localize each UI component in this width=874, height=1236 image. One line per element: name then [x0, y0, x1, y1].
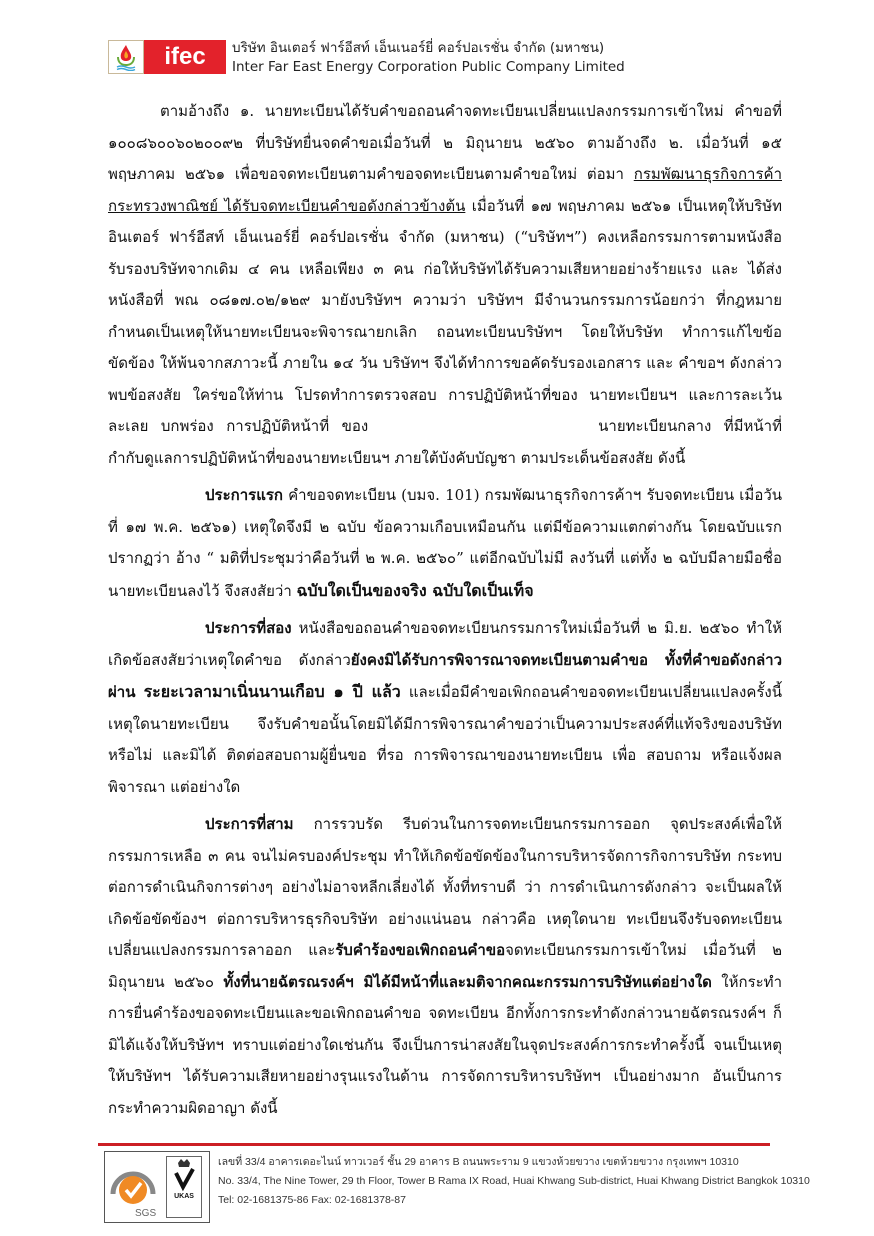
- bold-text: ยังคงมิได้รับการพิจารณาจดทะเบียนตามคำขอ ทั้งที่คำขอดังกล่าวผ่าน: [108, 650, 782, 701]
- paragraph-reference: [108, 96, 782, 474]
- text: และเมื่อมีคำขอเพิกถอนคำขอจดทะเบียนเปลี่ยนแปลงครั้งนี้ เหตุใดนายทะเบียน จึงรับคำขอนั้นโดยมิได้มีการพิจารณาคำขอว่าเป็นความประสงค์ที่แท้จริงของบริษัทหรือไม่ และมิได้ ติดต่อสอบถามผู้ยื่นขอ ที่รอ การพิจารณาของนายทะเบียน เพื่อ สอบถาม หรือแจ้งผลพิจารณา แต่อย่างใด: [108, 683, 782, 796]
- third-issue-heading: ประการที่สาม: [205, 815, 294, 833]
- bold-text: รับคำร้องขอเพิกถอนคำขอ: [335, 941, 506, 959]
- paragraph-second-issue: [108, 613, 782, 803]
- text: คำขอจดทะเบียน (บมจ. 101) กรมพัฒนาธุรกิจการค้าฯ รับจดทะเบียน เมื่อวันที่ ๑๗ พ.ค. ๒๕๖๑) เหตุใดจึงมี ๒ ฉบับ ข้อความเกือบเหมือนกัน แต่มีข้อความแตกต่างกัน โดยฉบับแรก ปรากฏว่า อ้าง “ มติที่ประชุมว่าคือวันที่ ๒ พ.ค. ๒๕๖๐” แต่อีกฉบับไม่มี ลงวันที่ แต่ทั้ง ๒ ฉบับมีลายมือชื่อนายทะเบียนลงไว้ จึงสงสัยว่า: [108, 486, 782, 600]
- bold-text: ระยะเวลามาเนิ่นนานเกือบ ๑ ปี แล้ว: [143, 682, 401, 701]
- first-issue-heading: ประการแรก: [205, 486, 284, 504]
- footer-contact: [218, 1153, 810, 1210]
- address-th: เลขที่ 33/4 อาคารเดอะไนน์ ทาวเวอร์ ชั้น 29 อาคาร B ถนนพระราม 9 แขวงห้วยขวาง เขตห้วยขวาง กรุงเทพฯ 10310: [218, 1156, 739, 1168]
- certification-logos: [104, 1151, 210, 1223]
- text: เมื่อวันที่ ๑๗ พฤษภาคม ๒๕๖๑ เป็นเหตุให้บริษัท อินเตอร์ ฟาร์อีสท์ เอ็นเนอร์ยี่ คอร์ปอเรชั่น จำกัด (มหาชน) (“บริษัทฯ”) คงเหลือกรรมการตามหนังสือรับรองบริษัทจากเดิม ๔ คน เหลือเพียง ๓ คน ก่อให้บริษัทได้รับความเสียหายอย่างร้ายแรง และ ได้ส่งหนังสือที่ พณ ๐๘๑๗.๐๒/๑๒๙ มายังบริษัทฯ ความว่า บริษัทฯ มีจำนวนกรรมการน้อยกว่า ที่กฎหมายกำหนดเป็นเหตุให้นายทะเบียนจะพิจารณายกเลิก ถอนทะเบียนบริษัทฯ โดยให้บริษัท ทำการแก้ไขข้อขัดข้อง ให้พ้นจากสภาวะนี้ ภายใน ๑๔ วัน บริษัทฯ จึงได้ทำการขอคัดรับรองเอกสาร และ คำขอฯ ดังกล่าว พบข้อสงสัย ใคร่ขอให้ท่าน โปรดทำการตรวจสอบ การปฏิบัติหน้าที่ของ นายทะเบียนฯ และการละเว้นละเลย บกพร่อง การปฏิบัติหน้าที่ ของ: [108, 196, 783, 435]
- sgs-iso-icon: [105, 1152, 160, 1222]
- second-issue-heading: ประการที่สอง: [205, 619, 292, 637]
- ukas-icon: [166, 1156, 202, 1218]
- text: จดทะเบียนกรรมการเข้าใหม่ เมื่อวันที่ ๒ มิถุนายน ๒๕๖๐: [108, 941, 782, 991]
- letterhead: [108, 36, 668, 80]
- paragraph-third-issue: [108, 809, 782, 1124]
- ukas-label: UKAS: [174, 1193, 194, 1200]
- company-name-en: Inter Far East Energy Corporation Public Company Limited: [232, 59, 625, 75]
- address-en: No. 33/4, The Nine Tower, 29 th Floor, Tower B Rama IX Road, Huai Khwang Sub-district, Huai Khwang District Bangkok 10310: [218, 1175, 810, 1187]
- company-name-th: บริษัท อินเตอร์ ฟาร์อีสท์ เอ็นเนอร์ยี่ คอร์ปอเรชั่น จำกัด (มหาชน): [232, 40, 605, 56]
- company-name: [232, 39, 625, 77]
- text: ตามอ้างถึง ๑. นายทะเบียนได้รับคำขอถอนคำจดทะเบียนเปลี่ยนแปลงกรรมการเข้าใหม่ คำขอที่ ๑๐๐๘๖๐๐๖๐๒๐๐๙๒ ที่บริษัทยื่นจดคำขอเมื่อวันที่ ๒ มิถุนายน ๒๕๖๐ ตามอ้างถึง ๒. เมื่อวันที่ ๑๕ พฤษภาคม ๒๕๖๑ เพื่อขอจดทะเบียนตามคำขอจดทะเบียนตามคำขอใหม่ ต่อมา: [108, 102, 782, 183]
- text: หนังสือขอถอนคำขอจดทะเบียนกรรมการใหม่เมื่อวันที่ ๒ มิ.ย. ๒๕๖๐ ทำให้เกิดข้อสงสัยว่าเหตุใดคำขอ ดังกล่าว: [108, 619, 782, 669]
- logo-wordmark: ifec: [144, 40, 226, 74]
- bold-text: ฉบับใดเป็นของจริง ฉบับใดเป็นเท็จ: [296, 580, 534, 600]
- text: ให้กระทำการยื่นคำร้องขอจดทะเบียนและขอเพิกถอนคำขอ จดทะเบียน อีกทั้งการกระทำดังกล่าวนายฉัตรณรงค์ฯ ก็มิได้แจ้งให้บริษัทฯ ทราบแต่อย่างใดเช่นกัน จึงเป็นการน่าสงสัยในจุดประสงค์การกระทำครั้งนี้ จนเป็นเหตุให้บริษัทฯ ได้รับความเสียหายอย่างรุนแรงในด้าน การจัดการบริหารบริษัทฯ เป็นอย่างมาก อันเป็นการกระทำความผิดอาญา ดังนี้: [108, 972, 782, 1117]
- text: นายทะเบียนกลาง ที่มีหน้าที่กำกับดูแลการปฏิบัติหน้าที่ของนายทะเบียนฯ ภายใต้บังคับบัญชา ตามประเด็นข้อสงสัย ดังนี้: [108, 417, 782, 467]
- phone-fax: Tel: 02-1681375-86 Fax: 02-1681378-87: [218, 1194, 406, 1206]
- paragraph-first-issue: [108, 480, 782, 607]
- underlined-text: กรมพัฒนาธุรกิจการค้า กระทรวงพาณิชย์ ได้รับจดทะเบียนคำขอดังกล่าวข้างต้น: [108, 165, 782, 215]
- text: การรวบรัด รีบด่วนในการจดทะเบียนกรรมการออก จุดประสงค์เพื่อให้กรรมการเหลือ ๓ คน จนไม่ครบองค์ประชุม ทำให้เกิดข้อขัดข้องในการบริหารจัดการกิจการบริษัท กระทบต่อการดำเนินกิจการต่างๆ อย่างไม่อาจหลีกเลี่ยงได้ ทั้งที่ทราบดี ว่า การดำเนินการดังกล่าว จะเป็นผลให้ เกิดข้อขัดข้องฯ ต่อการบริหารธุรกิจบริษัท อย่างแน่นอน กล่าวคือ เหตุใดนาย ทะเบียนจึงรับจดทะเบียนเปลี่ยนแปลงกรรมการลาออก และ: [108, 815, 782, 959]
- letter-body: [108, 96, 782, 1124]
- flame-emblem-icon: [108, 40, 144, 74]
- bold-text: ทั้งที่นายฉัตรณรงค์ฯ มิได้มีหน้าที่และมติจากคณะกรรมการบริษัทแต่อย่างใด: [223, 972, 712, 991]
- footer-divider: [98, 1143, 770, 1146]
- sgs-label: SGS: [135, 1208, 157, 1219]
- company-logo: [108, 40, 226, 74]
